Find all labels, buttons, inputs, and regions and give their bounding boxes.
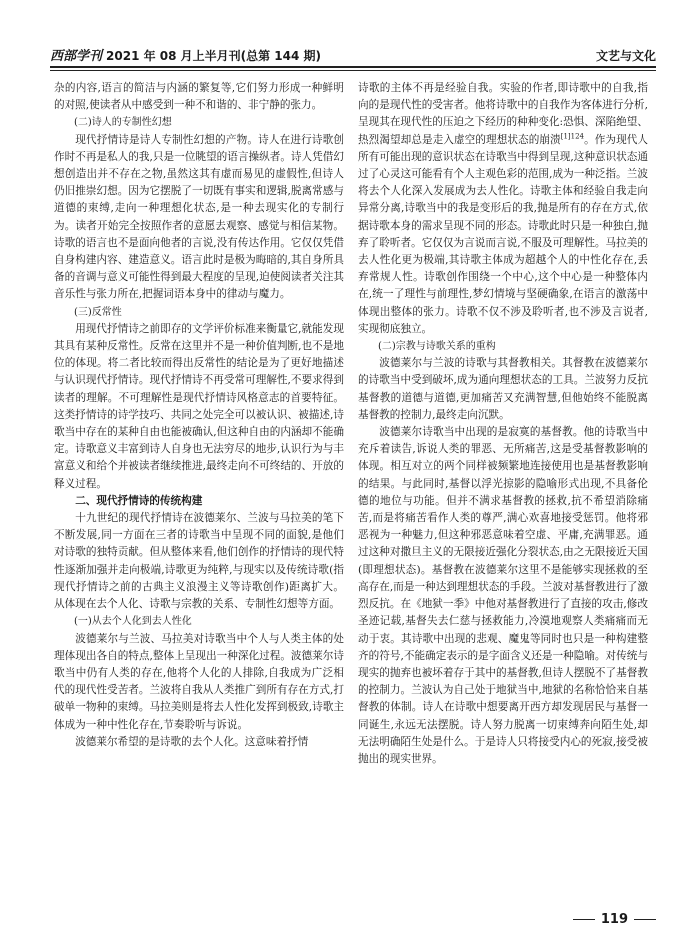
paragraph: 波德莱尔与兰波、马拉美对诗歌当中个人与人类主体的处理体现出各自的特点,整体上呈现出一种深化过程。波德莱尔诗歌当中仍有人类的存在,他将个人化的人排除,自我成为广泛相代的现代性受苦者。兰波将自我从人类推广到所有存在方式,打破单一物种的束缚。马拉美则是将去人性化发挥到极致,诗歌主体成为一种中性化存在,节奏聆听与诉说。 xyxy=(54,632,344,731)
paragraph: 杂的内容,语言的简洁与内涵的繁复等,它们努力形成一种鲜明的对照,使读者从中感受到一种不和谐的、非宁静的张力。 xyxy=(54,82,344,112)
section-name: 文艺与文化 xyxy=(595,49,656,63)
page-footer xyxy=(573,912,656,927)
paragraph: 波德莱尔希望的是诗歌的去个人化。这意味着抒情 xyxy=(75,735,309,748)
paragraph: 十九世纪的现代抒情诗在波德莱尔、兰波与马拉美的笔下不断发展,同一方面在三者的诗歌当中呈现不同的面貌,是他们对诗歌的独特贡献。但从整体来看,他们创作的抒情诗的现代特性逐渐加强并走向极端,诗歌更为纯粹,与现实以及传统诗歌(指现代抒情诗之前的古典主义浪漫主义等诗歌创作)距离扩大。从体现在去个人化、诗歌与宗教的关系、专制性幻想等方面。 xyxy=(54,512,344,611)
footer-dash xyxy=(634,919,656,920)
paragraph: 现代抒情诗是诗人专制性幻想的产物。诗人在进行诗歌创作时不再是私人的我,只是一位眺望的语言操纵者。诗人凭借幻想创造出并不存在之物,虽然这其有虚而易见的虚假性,但诗人仍旧推崇幻想。因为它摆脱了一切既有事实和逻辑,脱离常感与道德的束缚,走向一种理想化状态,是一种去现实化的专制行为。读者开始完全按照作者的意愿去观察、感觉与相信某物。诗歌的语言也不是面向他者的言说,没有传达作用。它仅仅凭借自身构建内容、建造意义。语言此时是极为晦暗的,其自身所具备的音调与意义可能性得到最大程度的呈现,迫使阅读者关注其音乐性与张力所在,把握词语本身中的律动与魔力。 xyxy=(54,133,344,301)
subsection-heading: (二)诗人的专制性幻想 xyxy=(74,117,172,129)
header-left xyxy=(50,45,321,64)
paragraph-text: 。作为现代人所有可能出现的意识状态在诗歌当中得到呈现,这种意识状态通过了心灵这可能看有个人主观色彩的范围,成为一种泛指。兰波将去个人化深入发展成为去人性化。诗歌主体和经验自我走向异常分离,诗歌当中的我是变形后的我,抛是所有的存在方式,依据诗歌本身的需求呈现不同的形态。诗歌此时只是一种独白,抛弃了聆听者。它仅仅为言说而言说,不服及可理解性。马拉美的去人性化更为极端,其诗歌主体成为超越个人的中性化存在,丢弃常规人性。诗歌创作围绕一个中心,这个中心是一种整体内在,统一了理性与前理性,梦幻情境与坚硬确象,在语言的激荡中体现出整体的张力。诗歌不仅不涉及聆听者,也不涉及言说者,实现彻底独立。 xyxy=(358,133,649,335)
issue-info: 2021 年 08 月上半月刊(总第 144 期) xyxy=(106,49,322,63)
paragraph: 波德莱尔与兰波的诗歌与其督教相关。其督教在波德莱尔的诗歌当中受到破坏,成为通向理想状态的工具。兰波努力反抗基督教的道德与道德,更加痛苦又充满智慧,但他始终不能脱离基督教的控制力,最终走向沉默。 xyxy=(358,357,648,421)
paragraph: 用现代抒情诗之前即存的文学评价标准来衡量它,就能发现其具有某种反常性。反常在这里并不是一种价值判断,也不是地位的体现。将二者比较而得出反常性的结论是为了更好地描述与认识现代抒情诗。现代抒情诗不再受常可理解性,不要求得到读者的理解。不可理解性是现代抒情诗风格意志的首要特征。这类抒情诗的诗学技巧、共同之处完全可以被认识、被描述,诗歌当中存在的某种自由也能被确认,但这种自由的内涵却不能确定。诗歌意义丰富到诗人自身也无法穷尽的地步,认识行为与丰富意义和给个并被读者继续推进,最终走向不可终结的、开放的释义过程。 xyxy=(54,322,344,490)
page-number: 119 xyxy=(600,912,628,927)
header-rule-thin xyxy=(50,70,656,71)
subsection-heading: (一)从去个人化到去人性化 xyxy=(74,616,192,628)
left-column xyxy=(54,80,344,751)
header-rule-thick xyxy=(50,66,656,68)
paragraph xyxy=(358,80,648,338)
running-header xyxy=(50,42,656,64)
journal-name: 西部学刊 xyxy=(50,49,103,64)
subsection-heading: (三)反常性 xyxy=(74,306,122,318)
paragraph-text: 诗歌的主体不再是经验自我。实验的作者,即诗歌中的自我,指向的是现代性的受害者。他将诗歌中的自我作为客体进行分析,呈现其在现代性的压迫之下经历的种种变化:恐惧、深陷绝望、热烈渴望却总是走入虚空的理想状态的崩溃 xyxy=(358,82,648,146)
citation: [1]124 xyxy=(560,132,584,141)
footer-dash xyxy=(573,919,595,920)
subsection-heading: (二)宗教与诗歌关系的重构 xyxy=(378,341,496,353)
paragraph: 波德莱尔诗歌当中出现的是寂寞的基督教。他的诗歌当中充斥着读告,诉说人类的罪恶、无所痛苦,这是受基督教影响的体现。相互对立的两个同样被频繁地连接使用也是基督教影响的结果。与此同时,基督以浮光掠影的隐喻形式出现,不具备伦德的地位与功能。但并不满求基督教的拯救,抗不希望消除痛苦,而是将痛苦看作人类的尊严,满心欢喜地接受惩罚。他将邪恶视为一种魅力,但这种邪恶意味着空虚、平庸,充满罪恶。通过这种对撒旦主义的无限接近强化分裂状态,由之无限接近天国(即理想状态)。基督教在波德莱尔这里不是能够实现拯救的至高存在,而是一种达到理想状态的手段。兰波对基督教进行了激烈反抗。在《地狱一季》中他对基督教进行了直接的攻击,修改圣迹记载,基督失去仁慈与拯救能力,冷漠地观察人类痛痛而无动于衷。其诗歌中出现的悲观、魔鬼等同时也只是一种构建整齐的符号,不能确定表示的是字面含义还是一种隐喻。对传统与现实的抛弃也被坏着存于其中的基督教,但诗人摆脱不了基督教的控制力。兰波认为自己处于地狱当中,地狱的名称恰恰来自基督教的体制。诗人在诗歌中想要离开西方却发现居民与基督一同诞生,永远无法摆脱。诗人努力脱离一切束缚奔向陌生处,却无法明确陌生处是什么。于是诗人只将接受内心的死寂,接受被抛出的现实世界。 xyxy=(358,426,648,765)
section-heading: 二、现代抒情诗的传统构建 xyxy=(75,494,203,507)
right-column xyxy=(358,80,648,768)
